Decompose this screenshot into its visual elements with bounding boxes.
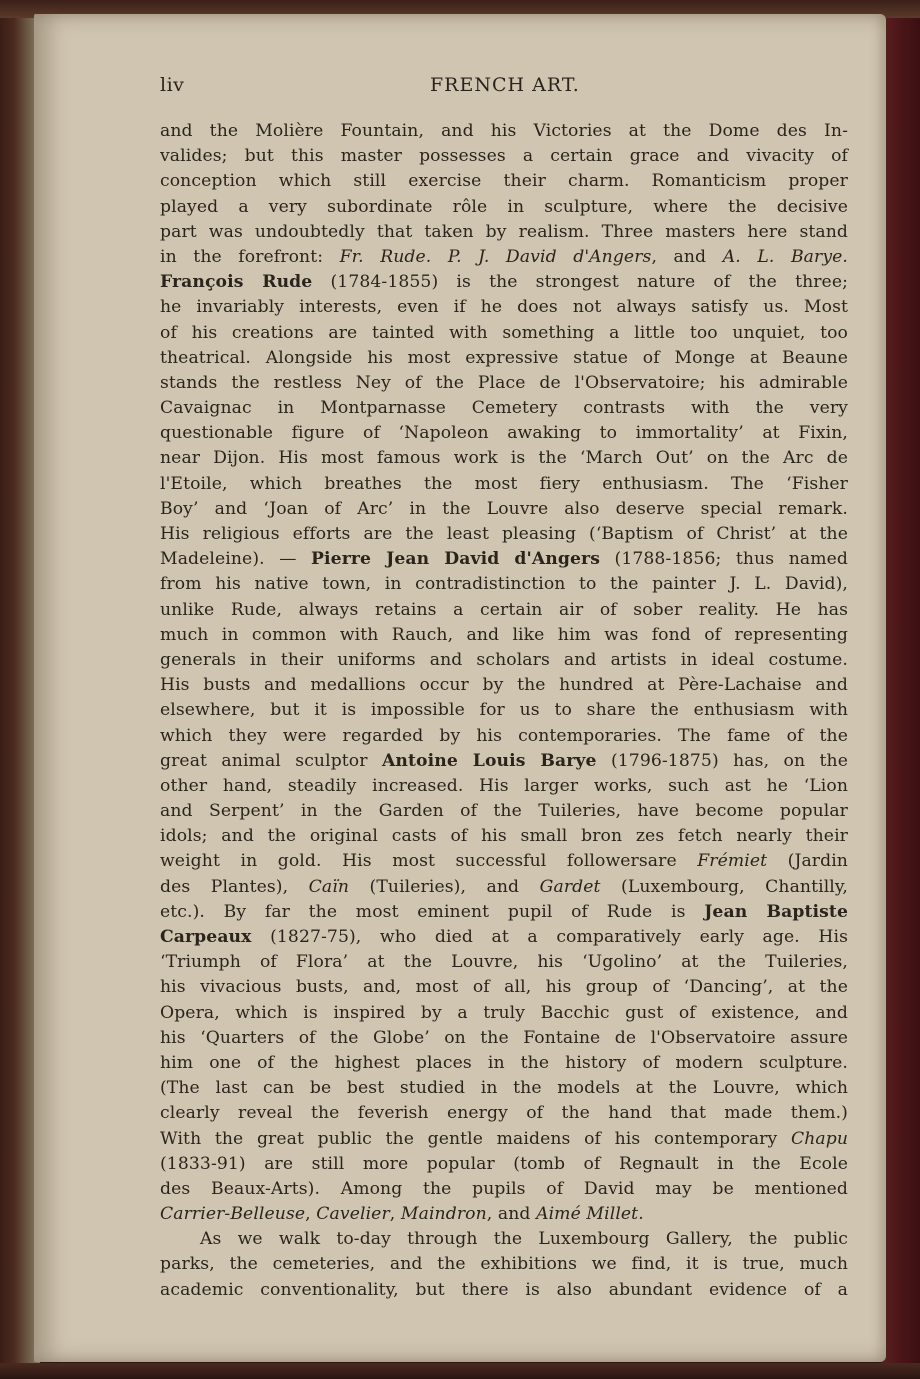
text-line [160,875,848,900]
text-run: from his native town, in contradistinction to the painter J. L. David), [160,574,848,595]
text-line [160,975,848,1000]
text-line [160,749,848,774]
text-run: and the Molière Fountain, and his Victories at the Dome des In- [160,121,848,141]
text-line [160,673,848,698]
text-run: of his creations are tainted with something a little too unquiet, too [160,322,848,343]
text-run: unlike Rude, always retains a certain air of sober reality. He has [160,599,848,620]
text-line [160,623,848,648]
text-line [160,446,848,471]
text-run: (Luxembourg, Chantilly, [600,876,848,897]
text-run: Madeleine). — [160,549,312,570]
text-line [160,1202,848,1227]
text-run: , [305,1204,317,1225]
text-run: Opera, which is inspired by a truly Bacchic gust of existence, and [160,1002,848,1023]
text-run: part was undoubtedly that taken by realism. Three masters here stand [160,221,848,242]
italic-name: Cavelier [316,1204,390,1225]
text-run: idols; and the original casts of his small bron zes fetch nearly their [160,826,848,847]
book-bottom-edge [0,1363,920,1379]
text-line [160,1001,848,1026]
italic-name: Aimé Millet. [536,1204,644,1225]
book-back-cover [882,0,920,1379]
text-line [160,321,848,346]
text-line [160,698,848,723]
text-run: His busts and medallions occur by the hundred at Père-Lachaise and [160,675,848,696]
text-run: (1827-75), who died at a comparatively early age. His [251,927,848,947]
text-run: (Tuileries), and [349,876,540,897]
page-number: liv [160,74,185,96]
italic-name: Chapu [790,1128,848,1149]
page-header [160,74,860,100]
text-line [160,371,848,396]
text-run: (1796-1875) has, on the [596,750,848,771]
paragraph [160,119,848,1227]
text-run: parks, the cemeteries, and the exhibitions we find, it is true, much [160,1254,848,1275]
text-run: With the great public the gentle maidens of his contemporary [160,1128,791,1149]
text-line [160,799,848,824]
text-run: etc.). By far the most eminent pupil of Rude is [160,901,705,922]
text-run: stands the restless Ney of the Place de l'Observatoire; his admirable [160,372,848,393]
text-line [160,598,848,623]
text-line [160,1051,848,1076]
text-run: his vivacious busts, and, most of all, his group of ‘Dancing’, at the [160,977,848,998]
text-line [160,1152,848,1177]
text-line [160,1127,848,1152]
text-line [160,1026,848,1051]
bold-name: Pierre Jean David d'Angers [311,549,600,570]
text-run: much in common with Rauch, and like him was fond of representing [160,624,848,645]
bold-name: Carpeaux [160,927,252,947]
italic-name: Caïn [308,876,350,897]
text-run: l'Etoile, which breathes the most fiery enthusiasm. The ‘Fisher [160,473,848,494]
text-line [160,295,848,320]
text-line [160,900,848,925]
text-line [160,1252,848,1277]
text-line [160,522,848,547]
text-line [160,1278,848,1303]
text-line [160,396,848,421]
text-run: (1788-1856; thus named [599,549,848,570]
text-run: in the forefront: [160,246,340,267]
text-run: Cavaignac in Montparnasse Cemetery contrasts with the very [160,398,848,419]
text-line [160,950,848,975]
text-line [160,648,848,673]
bold-name: François Rude [160,272,313,293]
text-run: near Dijon. His most famous work is the ‘March Out’ on the Arc de [160,448,848,469]
text-run: As we walk to-day through the Luxembourg Gallery, the public [200,1229,848,1250]
text-run: and Serpent’ in the Garden of the Tuileries, have become popular [160,801,848,822]
text-line [160,144,848,169]
text-line [160,245,848,270]
text-run: , and [651,246,723,267]
text-run: his ‘Quarters of the Globe’ on the Fontaine de l'Observatoire assure [160,1027,848,1048]
text-line [160,547,848,572]
text-line [160,472,848,497]
text-run: des Plantes), [160,876,309,897]
text-run: des Beaux-Arts). Among the pupils of David may be mentioned [160,1178,848,1199]
paragraph [160,1227,848,1303]
text-run: valides; but this master possesses a certain grace and vivacity of [160,146,848,167]
italic-name: Maindron [400,1204,487,1225]
text-line [160,346,848,371]
text-run: other hand, steadily increased. His larger works, such ast he ‘Lion [160,775,848,796]
text-run: , and [486,1204,537,1225]
text-run: played a very subordinate rôle in sculpture, where the decisive [160,196,848,217]
italic-name: Frémiet [697,851,768,872]
running-title: FRENCH ART. [430,74,580,96]
text-run: generals in their uniforms and scholars and artists in ideal costume. [160,649,848,670]
text-run: clearly reveal the feverish energy of the hand that made them.) [160,1103,848,1124]
text-line [160,421,848,446]
italic-name: Fr. Rude. P. J. David d'Angers [339,246,652,267]
text-run: (1784-1855) is the strongest nature of the three; [312,272,848,293]
italic-name: A. L. Barye. [722,246,848,267]
text-line [160,774,848,799]
text-line [160,824,848,849]
text-run: His religious efforts are the least pleasing (‘Baptism of Christ’ at the [160,524,848,544]
text-line [160,1101,848,1126]
text-run: conception which still exercise their charm. Romanticism proper [160,171,848,192]
text-line [160,925,848,950]
italic-name: Carrier-Belleuse [160,1204,306,1225]
text-run: questionable figure of ‘Napoleon awaking to immortality’ at Fixin, [160,423,848,444]
text-line [160,195,848,220]
text-run: Boy’ and ‘Joan of Arc’ in the Louvre also deserve special remark. [160,498,848,519]
text-line [160,119,848,144]
text-line [160,849,848,874]
text-run: academic conventionality, but there is also abundant evidence of a [160,1279,848,1300]
text-run: , [389,1204,401,1225]
text-run: weight in gold. His most successful followersare [160,851,698,872]
text-line [160,169,848,194]
text-run: (Jardin [767,851,848,872]
text-run: (1833-91) are still more popular (tomb of Regnault in the Ecole [160,1153,848,1174]
text-run: elsewhere, but it is impossible for us to share the enthusiasm with [160,700,848,721]
text-line [160,1076,848,1101]
text-line [160,1177,848,1202]
text-line [160,220,848,245]
text-run: ‘Triumph of Flora’ at the Louvre, his ‘Ugolino’ at the Tuileries, [160,952,848,973]
text-run: (The last can be best studied in the models at the Louvre, which [160,1078,848,1099]
text-run: him one of the highest places in the history of modern sculpture. [160,1052,848,1073]
text-run: which they were regarded by his contemporaries. The fame of the [160,725,848,746]
bold-name: Antoine Louis Barye [381,750,597,771]
body-text [160,119,848,1303]
text-line [160,572,848,597]
text-line [160,724,848,749]
text-run: he invariably interests, even if he does not always satisfy us. Most [160,297,848,318]
text-run: theatrical. Alongside his most expressive statue of Monge at Beaune [160,347,848,368]
text-run: great animal sculptor [160,750,382,771]
text-line [160,270,848,295]
italic-name: Gardet [539,876,601,897]
text-line [160,1227,848,1252]
bold-name: Jean Baptiste [704,901,848,922]
text-line [160,497,848,522]
